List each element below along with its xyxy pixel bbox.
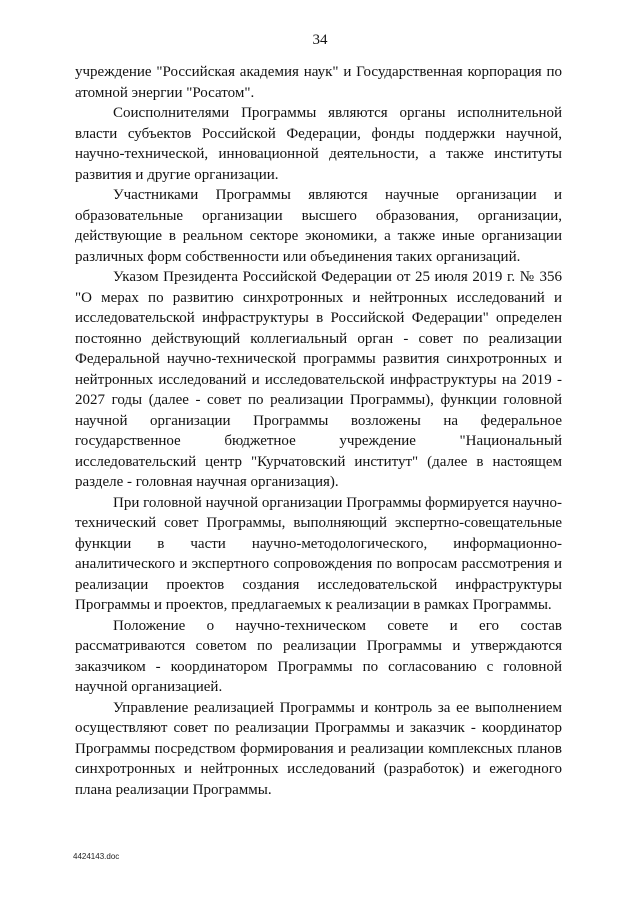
paragraph-7: Управление реализацией Программы и контроль за ее выполнением осуществляют совет по реализации Программы и заказчик - координатор Программы посредством формирования и реализации комплексных планов синхротронных и нейтронных исследований (разработок) и ежегодного плана реализации Программы. <box>75 699 562 798</box>
page-number: 34 <box>312 32 328 48</box>
paragraph-5: При головной научной организации Программы формируется научно-технический совет Программы, выполняющий экспертно-совещательные функции в части научно-методологического, информационно-аналитического и экспертного сопровождения по вопросам рассмотрения и реализации проектов создания исследовательской инфраструктуры Программы и проектов, предлагаемых к реализации в рамках Программы. <box>75 494 562 613</box>
paragraph-6: Положение о научно-техническом совете и его состав рассматриваются советом по реализации Программы и утверждаются заказчиком - координатором Программы по согласованию с головной научной организацией. <box>75 617 562 695</box>
paragraph-4: Указом Президента Российской Федерации от 25 июля 2019 г. № 356 "О мерах по развитию синхротронных и нейтронных исследований и исследовательской инфраструктуры в Российской Федерации" определен постоянно действующий коллегиальный орган - совет по реализации Федеральной научно-технической программы развития синхротронных и нейтронных исследований и исследовательской инфраструктуры на 2019 - 2027 годы (далее - совет по реализации Программы), функции головной научной организации Программы возложены на федеральное государственное бюджетное учреждение "Национальный исследовательский центр "Курчатовский институт" (далее в настоящем разделе - головная научная организация). <box>75 269 562 490</box>
paragraph-1: учреждение "Российская академия наук" и Государственная корпорация по атомной энергии "Росатом". <box>75 64 562 101</box>
document-filename: 4424143.doc <box>73 852 120 861</box>
document-body <box>75 62 562 800</box>
paragraph-2: Соисполнителями Программы являются органы исполнительной власти субъектов Российской Федерации, фонды поддержки научной, научно-технической, инновационной деятельности, а также институты развития и другие организации. <box>75 105 562 183</box>
paragraph-3: Участниками Программы являются научные организации и образовательные организации высшего образования, организации, действующие в реальном секторе экономики, а также иные организации различных форм собственности или объединения таких организаций. <box>75 187 562 265</box>
